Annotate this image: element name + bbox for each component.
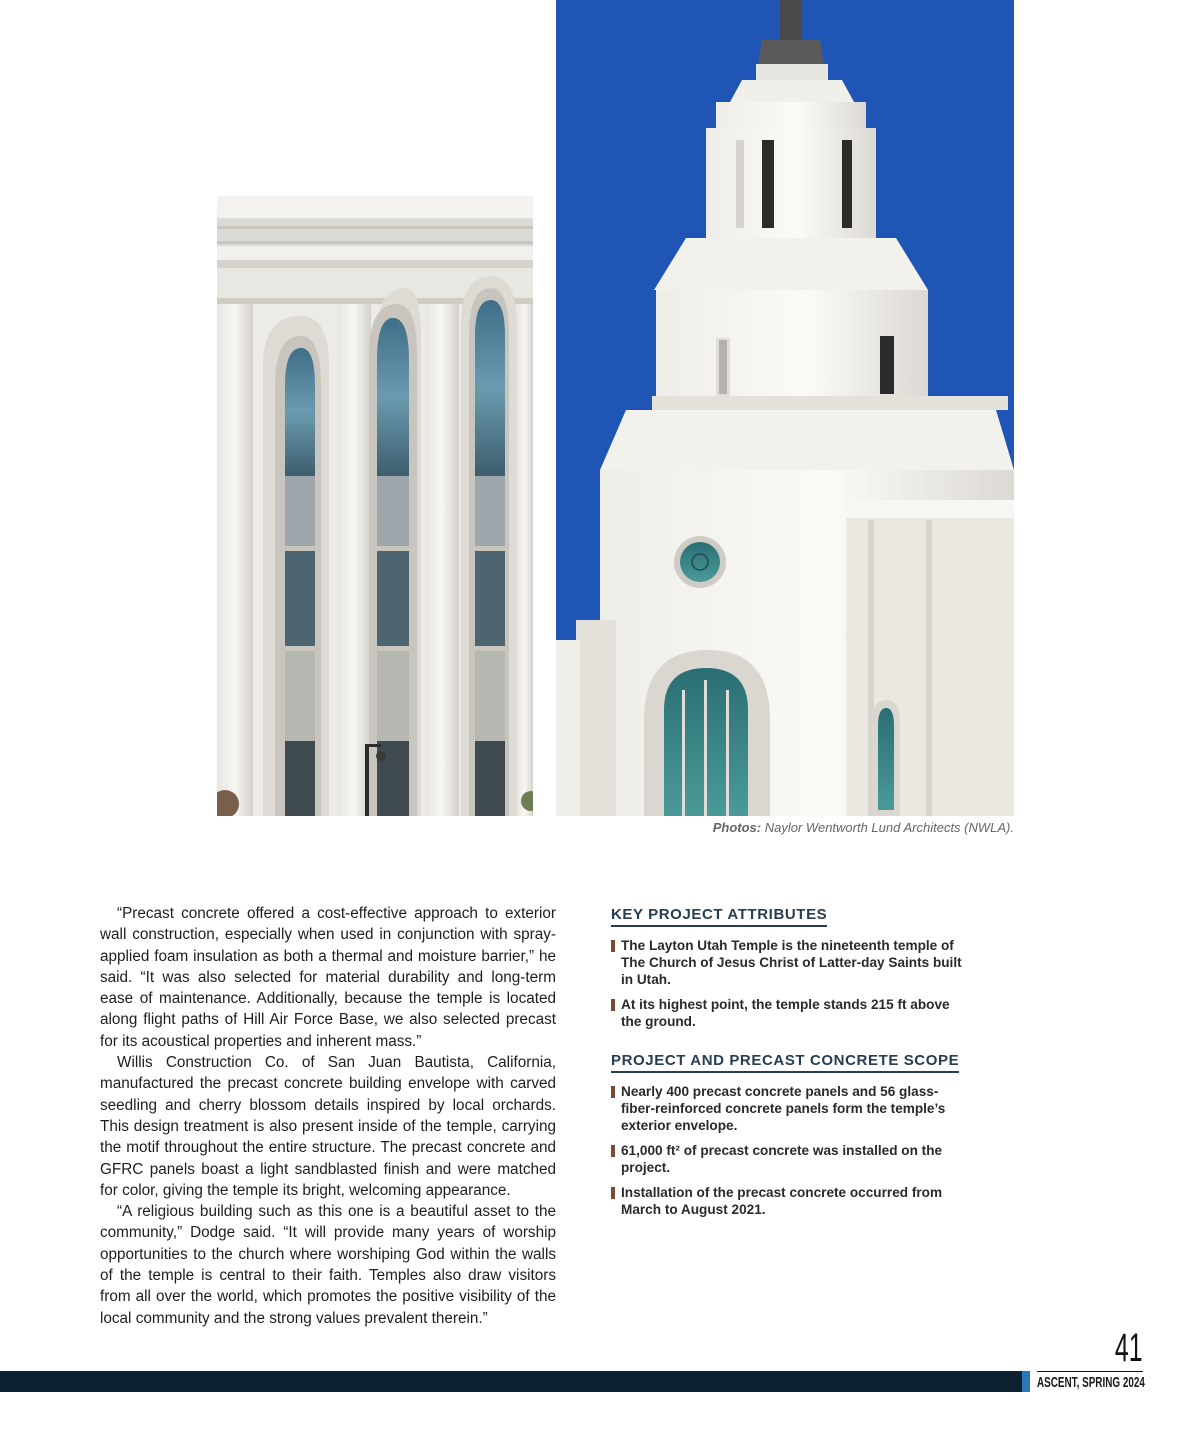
footer-bar bbox=[0, 1371, 1022, 1392]
scope-list bbox=[611, 1083, 971, 1218]
caption-label: Photos: bbox=[712, 820, 762, 835]
list-item: Nearly 400 precast concrete panels and 56 glass-fiber-reinforced concrete panels form the temple’s exterior envelope. bbox=[611, 1083, 971, 1134]
issue-label: ASCENT, SPRING 2024 bbox=[1037, 1374, 1145, 1391]
footer-rule bbox=[1037, 1371, 1143, 1372]
project-sidebar bbox=[611, 906, 971, 1226]
page-number: 41 bbox=[1114, 1326, 1142, 1370]
photo-caption bbox=[713, 820, 1014, 835]
tower-photo bbox=[556, 0, 1014, 816]
list-item: The Layton Utah Temple is the nineteenth temple of The Church of Jesus Christ of Latter-day Saints built in Utah. bbox=[611, 937, 971, 988]
key-attributes-list bbox=[611, 937, 971, 1030]
caption-credit: Naylor Wentworth Lund Architects (NWLA). bbox=[764, 820, 1014, 835]
paragraph: “A religious building such as this one is a beautiful asset to the community,” Dodge said. “It will provide many years of worship opportunities to the church where worshiping God within the walls of the temple is central to their faith. Temples also draw visitors from all over the world, which promotes the positive visibility of the local community and the strong values prevalent therein.” bbox=[100, 1203, 556, 1327]
footer-accent bbox=[1022, 1371, 1030, 1392]
list-item: Installation of the precast concrete occurred from March to August 2021. bbox=[611, 1184, 971, 1218]
key-attributes-heading: KEY PROJECT ATTRIBUTES bbox=[611, 906, 827, 927]
paragraph: Willis Construction Co. of San Juan Bautista, California, manufactured the precast concrete building envelope with carved seedling and cherry blossom details inspired by local orchards. This design treatment is also present inside of the temple, carrying the motif throughout the entire structure. The precast concrete and GFRC panels boast a light sandblasted finish and were matched for color, giving the temple its bright, welcoming appearance. bbox=[100, 1054, 556, 1199]
scope-heading: PROJECT AND PRECAST CONCRETE SCOPE bbox=[611, 1052, 959, 1073]
scope-section bbox=[611, 1052, 971, 1218]
facade-photo bbox=[217, 196, 533, 816]
list-item: At its highest point, the temple stands 215 ft above the ground. bbox=[611, 996, 971, 1030]
article-body bbox=[100, 903, 556, 1329]
list-item: 61,000 ft² of precast concrete was installed on the project. bbox=[611, 1142, 971, 1176]
key-attributes-section bbox=[611, 906, 971, 1030]
paragraph: “Precast concrete offered a cost-effective approach to exterior wall construction, especially when used in conjunction with spray-applied foam insulation as both a thermal and moisture barrier,” he said. “It was also selected for material durability and long-term ease of maintenance. Additionally, because the temple is located along flight paths of Hill Air Force Base, we also selected precast for its acoustical properties and inherent mass.” bbox=[100, 905, 556, 1050]
